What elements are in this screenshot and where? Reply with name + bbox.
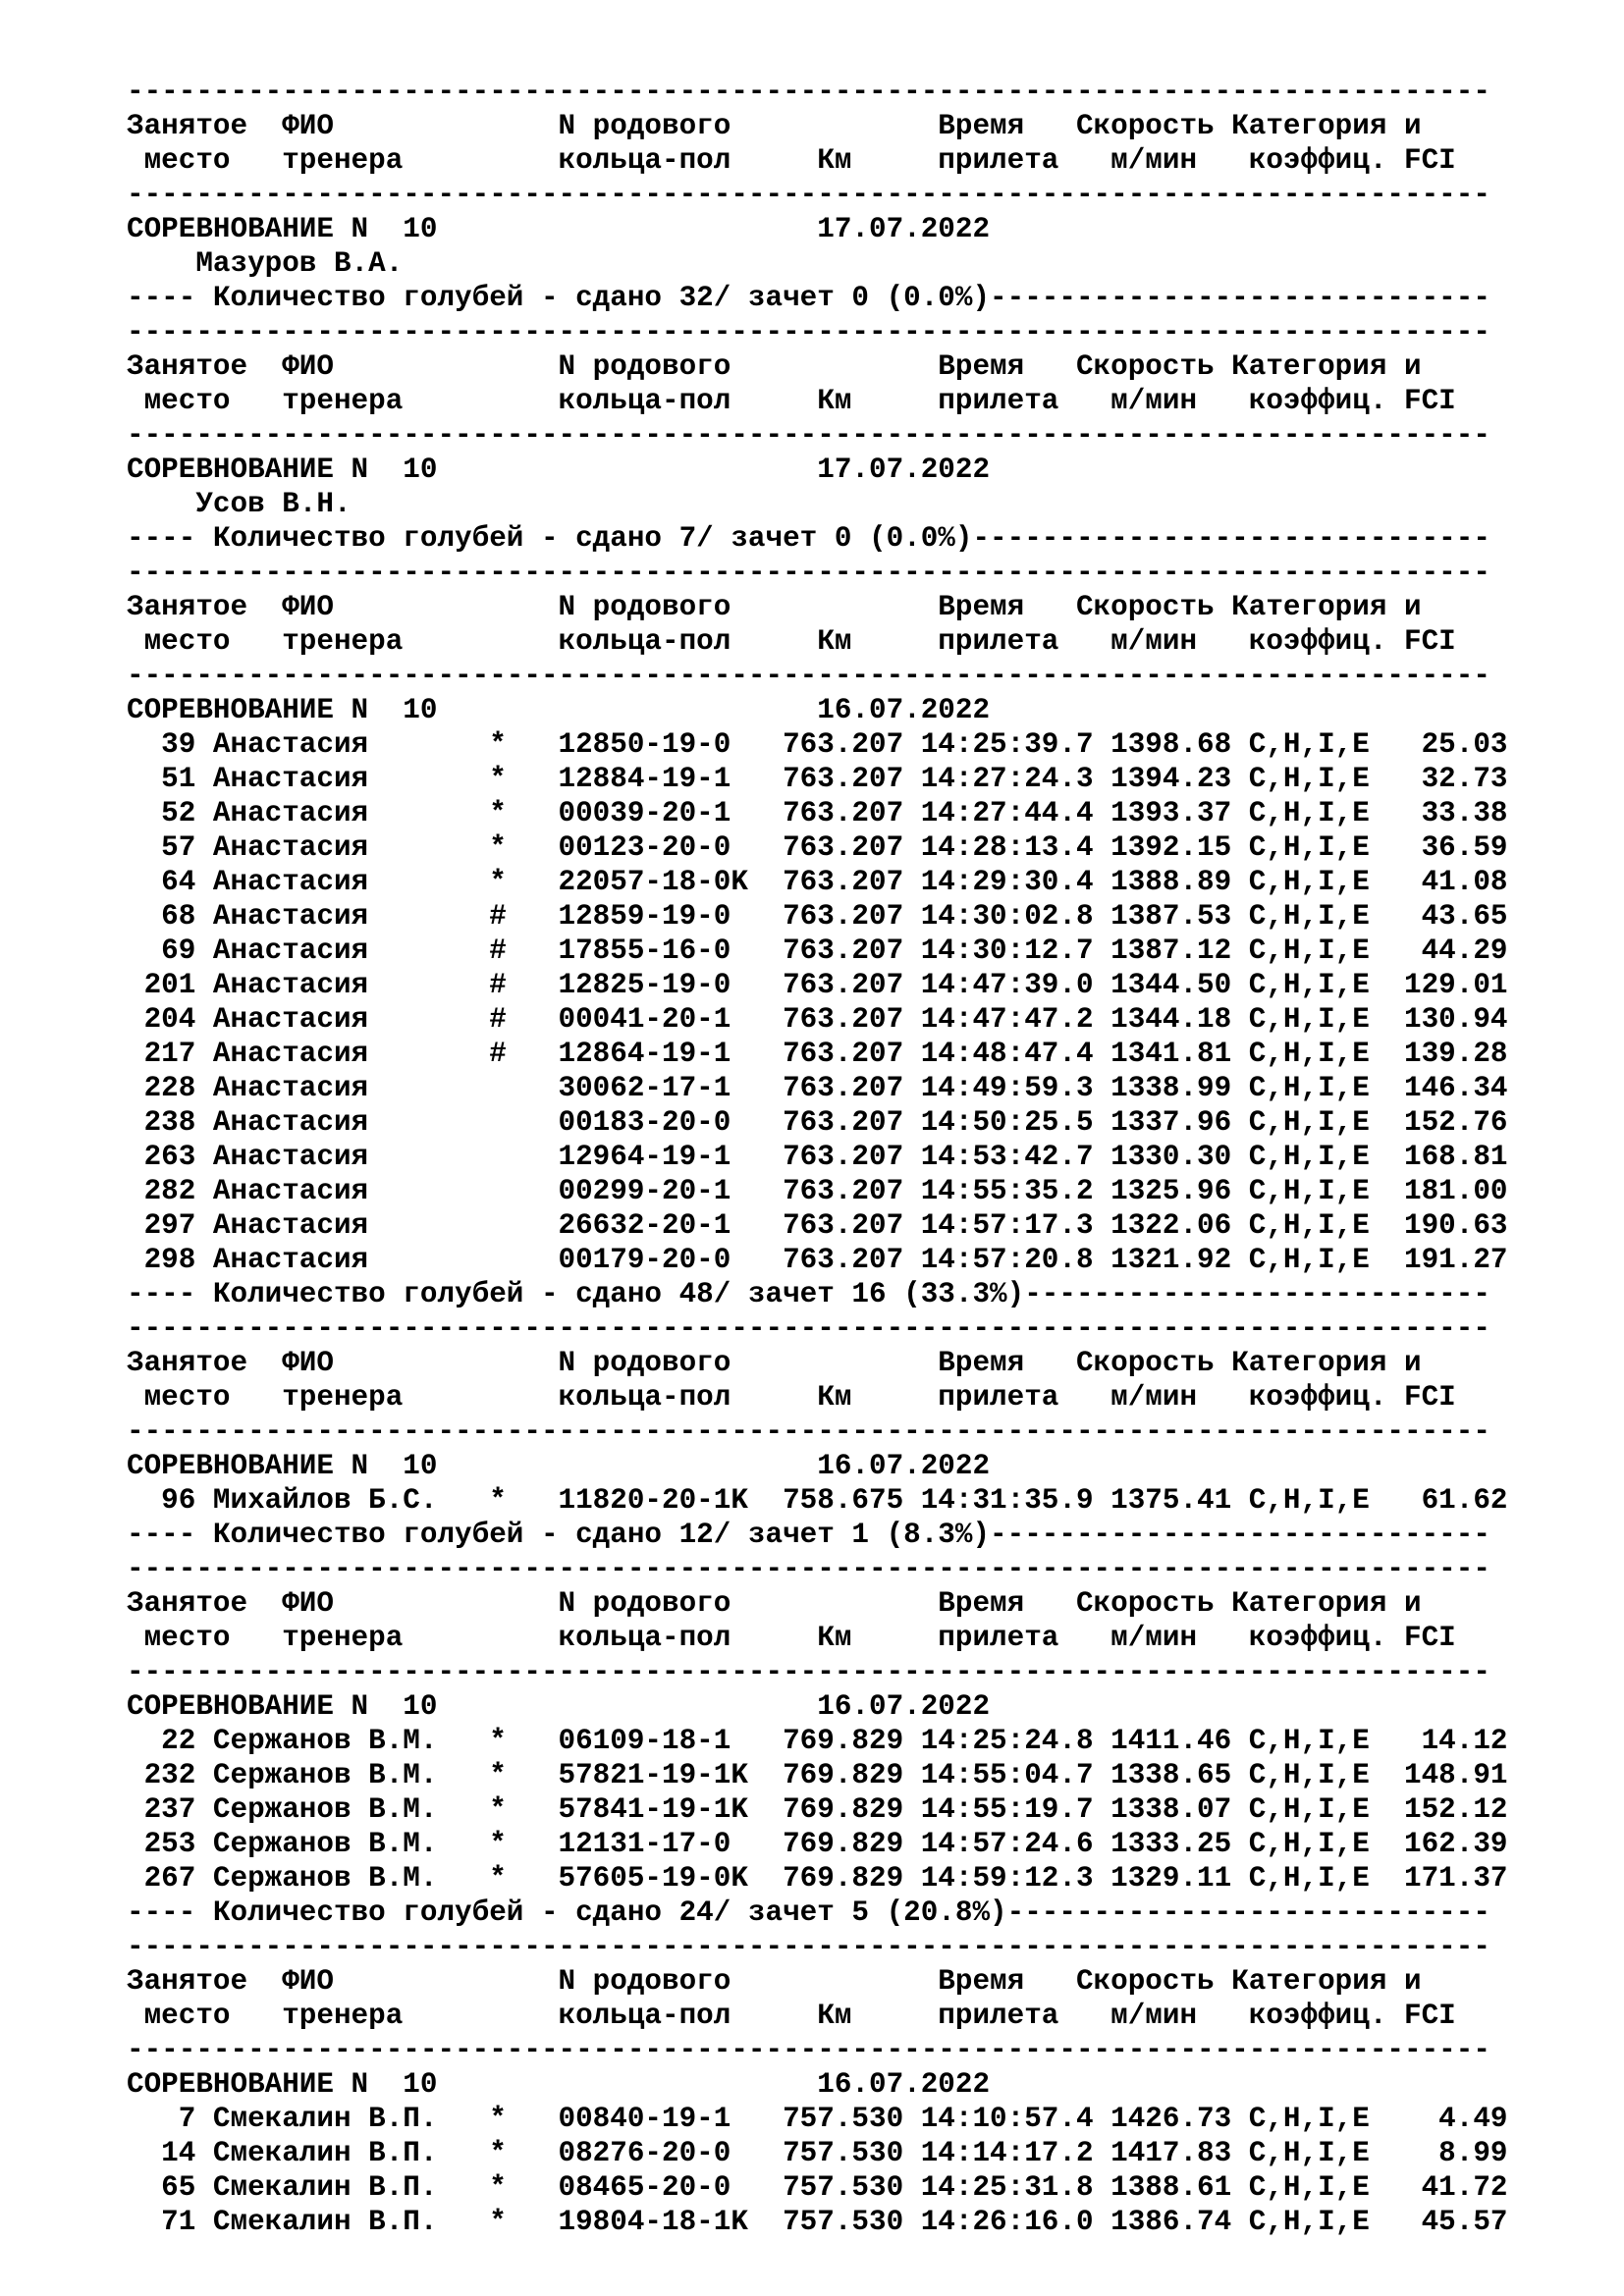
result-row: 228 Анастасия 30062-17-1 763.207 14:49:59.3 1338.99 C,H,I,E 146.34 xyxy=(127,1072,1508,1104)
result-row: 68 Анастасия # 12859-19-0 763.207 14:30:02.8 1387.53 C,H,I,E 43.65 xyxy=(127,900,1508,933)
result-row: 69 Анастасия # 17855-16-0 763.207 14:30:12.7 1387.12 C,H,I,E 44.29 xyxy=(127,934,1508,967)
competition-line: СОРЕВНОВАНИЕ N 10 17.07.2022 xyxy=(127,454,991,486)
trainer-name: Мазуров В.А. xyxy=(127,247,404,280)
dash-separator: ------------------------------------------------------------------------------- xyxy=(127,2034,1490,2066)
competition-line: СОРЕВНОВАНИЕ N 10 16.07.2022 xyxy=(127,694,991,726)
section-summary: ---- Количество голубей - сдано 7/ зачет 0 (0.0%)------------------------------ xyxy=(127,522,1490,555)
dash-separator: ------------------------------------------------------------------------------- xyxy=(127,1656,1490,1688)
section-summary: ---- Количество голубей - сдано 12/ зачет 1 (8.3%)----------------------------- xyxy=(127,1519,1490,1551)
column-header-row-2: место тренера кольца-пол Км прилета м/мин коэффиц. FCI xyxy=(127,1622,1456,1654)
column-header-row-1: Занятое ФИО N родового Время Скорость Категория и xyxy=(127,1587,1422,1620)
result-row: 232 Сержанов В.М. * 57821-19-1K 769.829 14:55:04.7 1338.65 C,H,I,E 148.91 xyxy=(127,1759,1508,1791)
column-header-row-2: место тренера кольца-пол Км прилета м/мин коэффиц. FCI xyxy=(127,625,1456,658)
column-header-row-1: Занятое ФИО N родового Время Скорость Категория и xyxy=(127,110,1422,142)
result-row: 201 Анастасия # 12825-19-0 763.207 14:47:39.0 1344.50 C,H,I,E 129.01 xyxy=(127,969,1508,1001)
column-header-row-1: Занятое ФИО N родового Время Скорость Категория и xyxy=(127,1965,1422,1998)
result-row: 22 Сержанов В.М. * 06109-18-1 769.829 14:25:24.8 1411.46 C,H,I,E 14.12 xyxy=(127,1725,1508,1757)
dash-separator: ------------------------------------------------------------------------------- xyxy=(127,76,1490,108)
result-row: 71 Смекалин В.П. * 19804-18-1K 757.530 14:26:16.0 1386.74 C,H,I,E 45.57 xyxy=(127,2206,1508,2238)
result-row: 217 Анастасия # 12864-19-1 763.207 14:48:47.4 1341.81 C,H,I,E 139.28 xyxy=(127,1038,1508,1070)
column-header-row-2: место тренера кольца-пол Км прилета м/мин коэффиц. FCI xyxy=(127,2000,1456,2032)
result-row: 267 Сержанов В.М. * 57605-19-0K 769.829 14:59:12.3 1329.11 C,H,I,E 171.37 xyxy=(127,1862,1508,1895)
column-header-row-1: Занятое ФИО N родового Время Скорость Категория и xyxy=(127,591,1422,623)
result-row: 7 Смекалин В.П. * 00840-19-1 757.530 14:10:57.4 1426.73 C,H,I,E 4.49 xyxy=(127,2103,1508,2135)
dash-separator: ------------------------------------------------------------------------------- xyxy=(127,1415,1490,1448)
result-row: 298 Анастасия 00179-20-0 763.207 14:57:20.8 1321.92 C,H,I,E 191.27 xyxy=(127,1244,1508,1276)
dash-separator: ------------------------------------------------------------------------------- xyxy=(127,1553,1490,1585)
dash-separator: ------------------------------------------------------------------------------- xyxy=(127,316,1490,348)
result-row: 65 Смекалин В.П. * 08465-20-0 757.530 14:25:31.8 1388.61 C,H,I,E 41.72 xyxy=(127,2171,1508,2204)
column-header-row-2: место тренера кольца-пол Км прилета м/мин коэффиц. FCI xyxy=(127,144,1456,177)
dash-separator: ------------------------------------------------------------------------------- xyxy=(127,179,1490,211)
column-header-row-2: место тренера кольца-пол Км прилета м/мин коэффиц. FCI xyxy=(127,385,1456,417)
result-row: 237 Сержанов В.М. * 57841-19-1K 769.829 14:55:19.7 1338.07 C,H,I,E 152.12 xyxy=(127,1793,1508,1826)
result-row: 263 Анастасия 12964-19-1 763.207 14:53:42.7 1330.30 C,H,I,E 168.81 xyxy=(127,1141,1508,1173)
result-row: 51 Анастасия * 12884-19-1 763.207 14:27:24.3 1394.23 C,H,I,E 32.73 xyxy=(127,763,1508,795)
result-row: 253 Сержанов В.М. * 12131-17-0 769.829 14:57:24.6 1333.25 C,H,I,E 162.39 xyxy=(127,1828,1508,1860)
section-summary: ---- Количество голубей - сдано 48/ зачет 16 (33.3%)--------------------------- xyxy=(127,1278,1490,1310)
column-header-row-2: место тренера кольца-пол Км прилета м/мин коэффиц. FCI xyxy=(127,1381,1456,1414)
result-row: 39 Анастасия * 12850-19-0 763.207 14:25:39.7 1398.68 C,H,I,E 25.03 xyxy=(127,728,1508,761)
result-row: 96 Михайлов Б.С. * 11820-20-1K 758.675 14:31:35.9 1375.41 C,H,I,E 61.62 xyxy=(127,1484,1508,1517)
dash-separator: ------------------------------------------------------------------------------- xyxy=(127,1312,1490,1345)
result-row: 64 Анастасия * 22057-18-0K 763.207 14:29:30.4 1388.89 C,H,I,E 41.08 xyxy=(127,866,1508,898)
dash-separator: ------------------------------------------------------------------------------- xyxy=(127,1931,1490,1963)
results-printout xyxy=(127,75,1507,2239)
result-row: 204 Анастасия # 00041-20-1 763.207 14:47:47.2 1344.18 C,H,I,E 130.94 xyxy=(127,1003,1508,1036)
dash-separator: ------------------------------------------------------------------------------- xyxy=(127,660,1490,692)
competition-line: СОРЕВНОВАНИЕ N 10 17.07.2022 xyxy=(127,213,991,245)
column-header-row-1: Занятое ФИО N родового Время Скорость Категория и xyxy=(127,1347,1422,1379)
result-row: 282 Анастасия 00299-20-1 763.207 14:55:35.2 1325.96 C,H,I,E 181.00 xyxy=(127,1175,1508,1207)
trainer-name: Усов В.Н. xyxy=(127,488,352,520)
result-row: 57 Анастасия * 00123-20-0 763.207 14:28:13.4 1392.15 C,H,I,E 36.59 xyxy=(127,831,1508,864)
competition-line: СОРЕВНОВАНИЕ N 10 16.07.2022 xyxy=(127,1450,991,1482)
section-summary: ---- Количество голубей - сдано 24/ зачет 5 (20.8%)---------------------------- xyxy=(127,1896,1490,1929)
dash-separator: ------------------------------------------------------------------------------- xyxy=(127,557,1490,589)
result-row: 297 Анастасия 26632-20-1 763.207 14:57:17.3 1322.06 C,H,I,E 190.63 xyxy=(127,1209,1508,1242)
result-row: 238 Анастасия 00183-20-0 763.207 14:50:25.5 1337.96 C,H,I,E 152.76 xyxy=(127,1106,1508,1139)
result-row: 52 Анастасия * 00039-20-1 763.207 14:27:44.4 1393.37 C,H,I,E 33.38 xyxy=(127,797,1508,829)
column-header-row-1: Занятое ФИО N родового Время Скорость Категория и xyxy=(127,350,1422,383)
competition-line: СОРЕВНОВАНИЕ N 10 16.07.2022 xyxy=(127,1690,991,1723)
result-row: 14 Смекалин В.П. * 08276-20-0 757.530 14:14:17.2 1417.83 C,H,I,E 8.99 xyxy=(127,2137,1508,2169)
section-summary: ---- Количество голубей - сдано 32/ зачет 0 (0.0%)----------------------------- xyxy=(127,282,1490,314)
competition-line: СОРЕВНОВАНИЕ N 10 16.07.2022 xyxy=(127,2068,991,2101)
dash-separator: ------------------------------------------------------------------------------- xyxy=(127,419,1490,452)
